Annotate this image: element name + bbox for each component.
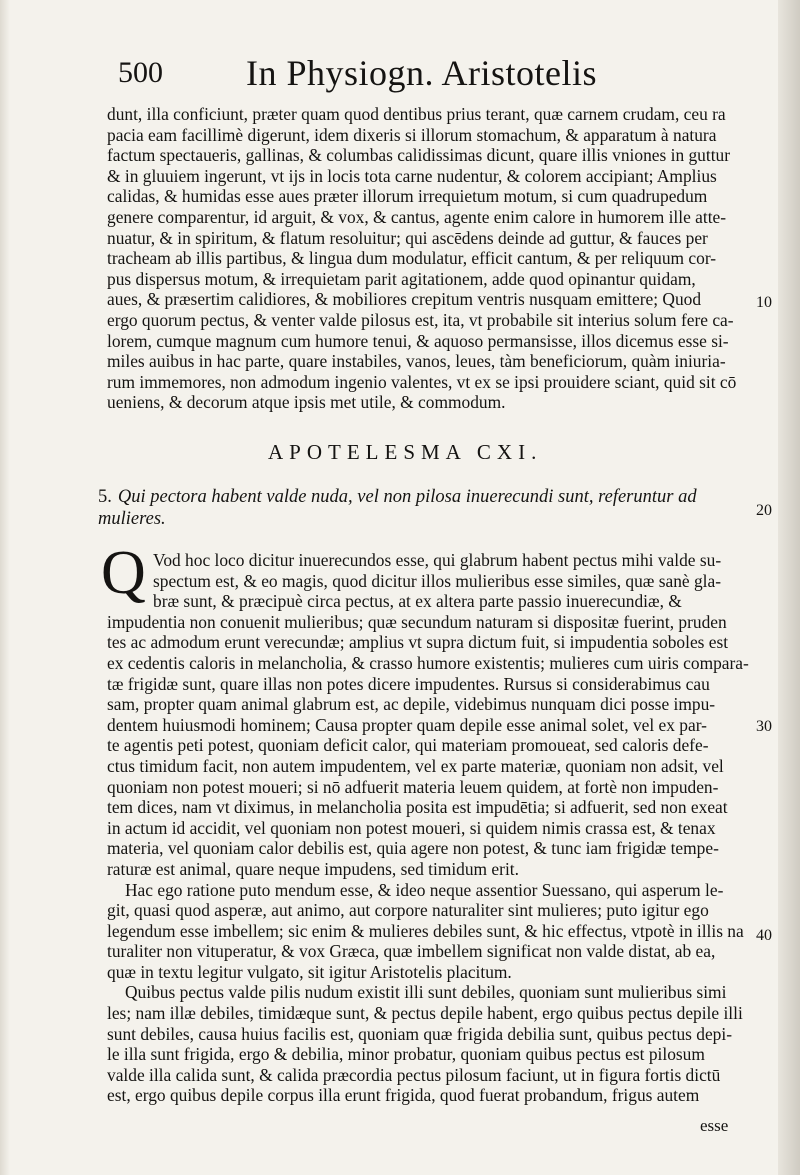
text-line: ergo quorum pectus, & venter valde pilosus est, ita, vt probabile sit interius solum fere ca-	[107, 309, 734, 330]
margin-line-number: 10	[756, 294, 772, 311]
page-number: 500	[118, 56, 163, 89]
section-heading: APOTELESMA CXI.	[268, 440, 543, 464]
text-line: dentem huiusmodi hominem; Causa propter quam depile esse animal solet, vel ex par-	[107, 714, 707, 735]
text-line: Hac ego ratione puto mendum esse, & ideo neque assentior Suessano, qui asperum le-	[125, 879, 724, 900]
text-line: Vod hoc loco dicitur inuerecundos esse, qui glabrum habent pectus mihi valde su-	[153, 550, 722, 570]
text-line: in actum id accidit, vel quoniam non potest moueri, si quidem nimis crassa est, & tenax	[107, 817, 716, 838]
text-line: dunt, illa conficiunt, præter quam quod dentibus prius terant, quæ carnem crudam, ceu ra	[107, 104, 726, 124]
text-line: aues, & præsertim calidiores, & mobiliores crepitum ventris nusquam emittere; Quod	[107, 289, 702, 310]
paragraph-2	[101, 539, 757, 1106]
margin-line-number: 20	[756, 502, 772, 519]
page-header	[118, 52, 678, 98]
aphorism-line: Qui pectora habent valde nuda, vel non pilosa inuerecundi sunt, referuntur ad	[117, 487, 697, 507]
margin-line-number: 40	[756, 927, 772, 944]
text-line: tes ac admodum erunt verecundæ; amplius vt supra dictum fuit, si impudentia soboles est	[107, 632, 729, 653]
text-line: tæ frigidæ sunt, quare illas non potes dicere impudentes. Rursus si considerabimus cau	[107, 673, 710, 694]
margin-line-number: 30	[756, 718, 772, 735]
text-line: miles auibus in hac parte, quare instabiles, vanos, leues, tàm beneficiorum, quàm iniuria-	[107, 351, 726, 372]
text-line: git, quasi quod asperæ, aut animo, aut corpore naturaliter sint mulieres; puto igitur ego	[107, 900, 709, 921]
text-line: nuatur, & in spiritum, & flatum resoluitur; qui ascēdens deinde ad guttur, & fauces per	[107, 227, 708, 248]
text-line: sam, propter quam animal glabrum est, ac depile, videbimus nunquam dici posse impu-	[107, 694, 716, 715]
drop-cap: Q	[101, 539, 146, 607]
running-title: In Physiogn. Aristotelis	[246, 53, 598, 93]
text-line: raturæ est animal, quare neque impudens, sed timidum erit.	[107, 858, 519, 879]
text-line: genere comparentur, id arguit, & vox, & cantus, agente enim calore in humorem ille atte-	[107, 206, 727, 227]
text-line: te agentis peti potest, quoniam deficit calor, qui materiam promoueat, sed caloris defe-	[107, 735, 709, 756]
text-line: legendum esse imbellem; sic enim & mulieres debiles sunt, & hic effectus, vtpotè in illis na	[107, 920, 744, 941]
text-line: pus dispersus motum, & irrequietam parit agitationem, adde quod opinantur quidam,	[107, 268, 696, 289]
text-line: Quibus pectus valde pilis nudum existit illi sunt debiles, quoniam sunt mulieribus simi	[125, 982, 727, 1003]
text-line: materia, vel quoniam calor debilis est, quia agere non potest, & tunc iam frigidæ tempe-	[107, 838, 719, 859]
text-line: valde illa calida sunt, & calida præcordia pectus pilosum faciunt, ut in figura fortis dictū	[107, 1064, 721, 1085]
text-line: quæ in textu legitur vulgato, sit igitur Aristotelis placitum.	[107, 961, 512, 982]
text-line: pacia eam facillimè digerunt, idem dixeris si illorum stomachum, & apparatum à natura	[107, 124, 717, 145]
text-line: est, ergo quibus depile corpus illa erunt frigida, quod fuerat probandum, frigus autem	[107, 1085, 700, 1106]
text-line: bræ sunt, & præcipuè circa pectus, at ex altera parte passio inuerecundiæ, &	[153, 591, 682, 612]
text-line: sunt debiles, causa huius facilis est, quoniam quæ frigida debilia sunt, quibus pectus depi-	[107, 1023, 732, 1044]
text-line: les; nam illæ debiles, timidæque sunt, & pectus depile habent, ergo quibus pectus depile illi	[107, 1003, 743, 1024]
paragraph-1	[107, 104, 757, 413]
text-line: tracheam ab illis partibus, & lingua dum modulatur, efficit cantum, & per reliquum cor-	[107, 248, 717, 269]
aphorism-line: mulieres.	[98, 509, 166, 529]
text-line: ctus timidum facit, non autem impudentem, vel ex parte materiæ, quoniam non adsit, vel	[107, 755, 724, 776]
text-line: factum spectaueris, gallinas, & columbas calidissimas dicunt, quare illis vniones in guttur	[107, 145, 731, 166]
text-line: & in gluuiem ingerunt, vt ijs in locis tota carne nudentur, & colorem accipiant; Amplius	[107, 165, 717, 186]
text-line: turaliter non vituperatur, & vox Græca, quæ imbellem significat non valde distat, ab ea,	[107, 941, 716, 962]
text-line: quoniam non potest moueri; si nō adfuerit materia leuem quidem, at fortè non impuden-	[107, 776, 719, 797]
page-edge	[778, 0, 800, 1175]
catchword: esse	[700, 1116, 729, 1135]
text-line: le illa sunt frigida, ergo & debilia, minor probatur, quoniam quibus pectus est pilosum	[107, 1044, 705, 1065]
text-line: impudentia non conuenit mulieribus; quæ secundum naturam si dispositæ fuerint, pruden	[107, 611, 727, 632]
text-line: lorem, cumque magnum cum humore tenui, & aquoso permansisse, illos dicemus esse si-	[107, 330, 729, 351]
text-line: ex cedentis caloris in melancholia, & crasso humore existentis; mulieres cum uiris compara-	[107, 652, 749, 673]
text-line: spectum est, & eo magis, quod dicitur illos mulieribus esse similes, quæ sanè gla-	[153, 570, 722, 591]
text-line: rum immemores, non admodum ingenio valentes, vt ex se ipsi prouidere sciant, quid sit cō	[107, 371, 737, 392]
aphorism	[98, 486, 758, 530]
text-line: ueniens, & decorum atque ipsis met utile, & commodum.	[107, 392, 506, 413]
text-line: tem dices, nam vt diximus, in melancholia posita est impudētia; si adfuerit, sed non exeat	[107, 797, 728, 818]
aphorism-mark: 5.	[98, 487, 112, 507]
text-line: calidas, & humidas esse aues præter illorum irrequietum motum, si cum quadrupedum	[107, 186, 708, 207]
page-gutter	[0, 0, 10, 1175]
